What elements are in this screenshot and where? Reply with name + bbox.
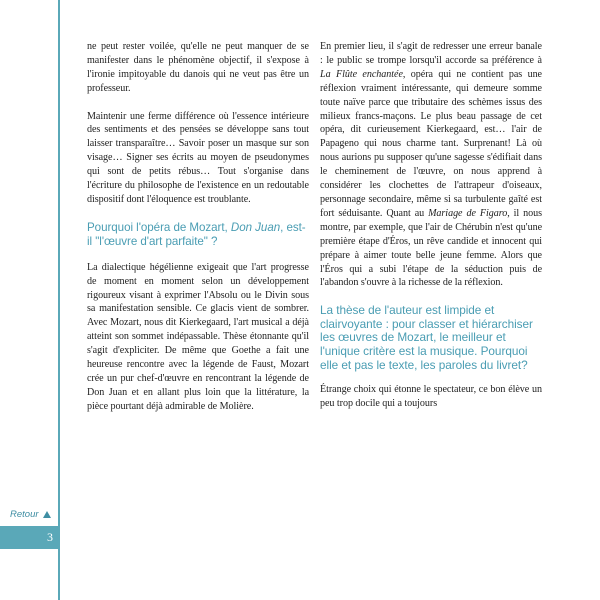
arrow-up-icon[interactable] (43, 511, 51, 518)
pull-quote-heading: La thèse de l'auteur est limpide et clairvoyante : pour classer et hiérarchiser les œuvres de Mozart, le meilleur et l'unique critère est la musique. Pourquoi elle et pas le texte, les paroles du livret? (320, 303, 533, 372)
sidebar-divider-line (58, 0, 60, 600)
retour-label[interactable]: Retour (10, 509, 39, 520)
work-title: Mariage de Figaro (428, 207, 508, 219)
paragraph-text: , opéra qui ne contient pas une réflexion vraiment intéressante, qui demeure somme toute naïve parce que tributaire des schèmes issus des milieux francs-maçons. Le plus beau passage de cet opéra, dit curieusement Kierkegaard, est… l'air de Papageno qui nous charme tant. Surprenant! Là où nous aurions pu supposer qu'une sagesse s'édifiait dans le cheminement de l'œuvre, on nous apprend à considérer les clochettes de l'attrapeur d'oiseaux, personnage secondaire, même si sa turbulente gaîté est fort séduisante. Quant au (320, 68, 542, 219)
heading-text: Pourquoi l'opéra de Mozart, (87, 220, 231, 234)
retour-button[interactable] (10, 509, 51, 520)
work-title: La Flûte enchantée (320, 68, 403, 80)
page-number: 3 (47, 530, 53, 544)
right-column (320, 40, 542, 411)
paragraph: Maintenir une ferme différence où l'essence intérieure des sentiments et des pensées se développe sans tout laisser transparaître… Savoir poser un masque sur son visage… Signer ses écrits au moyen de pseudonymes qui sont de petits rébus… Tout s'organise dans l'écriture du philosophe de l'existence en un redoutable dispositif dont l'éloquence est troublante. (87, 110, 309, 205)
section-heading (87, 221, 309, 250)
paragraph-text: , il nous montre, par exemple, que l'air de Chérubin n'est qu'une première étape d'Éros, un rêve candide et innocent qui prépare à aimer toute belle jeune femme. Alors que l'Éros qui a subi l'étape de la séduction puis de l'abandon s'ouvre à la richesse de la réflexion. (320, 207, 542, 289)
paragraph: Étrange choix qui étonne le spectateur, ce bon élève un peu trop docile qui a toujours (320, 384, 542, 410)
paragraph: ne peut rester voilée, qu'elle ne peut manquer de se manifester dans le phénomène objectif, il s'expose à l'ironie impitoyable du danois qui ne veut pas être un professeur. (87, 41, 309, 94)
left-column (87, 40, 309, 414)
paragraph: La dialectique hégélienne exigeait que l'art progresse de moment en moment selon un développement rigoureux visant à exprimer l'Absolu ou le Divin sous sa manifestation sensible. Ce glacis vient de sombrer. Avec Mozart, nous dit Kierkegaard, l'art musical a déjà atteint son sommet indépassable. Thèse étonnante qu'il s'agit d'expliciter. De même que Goethe a fait une heureuse rencontre avec la légende de Faust, Mozart crée un pur chef-d'œuvre en rencontrant la légende de Don Juan et en allant plus loin que la littérature, la pièce pourtant déjà admirable de Molière. (87, 261, 309, 412)
heading-text: , est-il "l'œuvre d'art parfaite" ? (87, 220, 306, 249)
paragraph-text: En premier lieu, il s'agit de redresser une erreur banale : le public se trompe lorsqu'il accorde sa préférence à (320, 41, 542, 66)
heading-title: Don Juan (230, 220, 281, 234)
sidebar (0, 0, 60, 600)
paragraph (320, 40, 542, 290)
